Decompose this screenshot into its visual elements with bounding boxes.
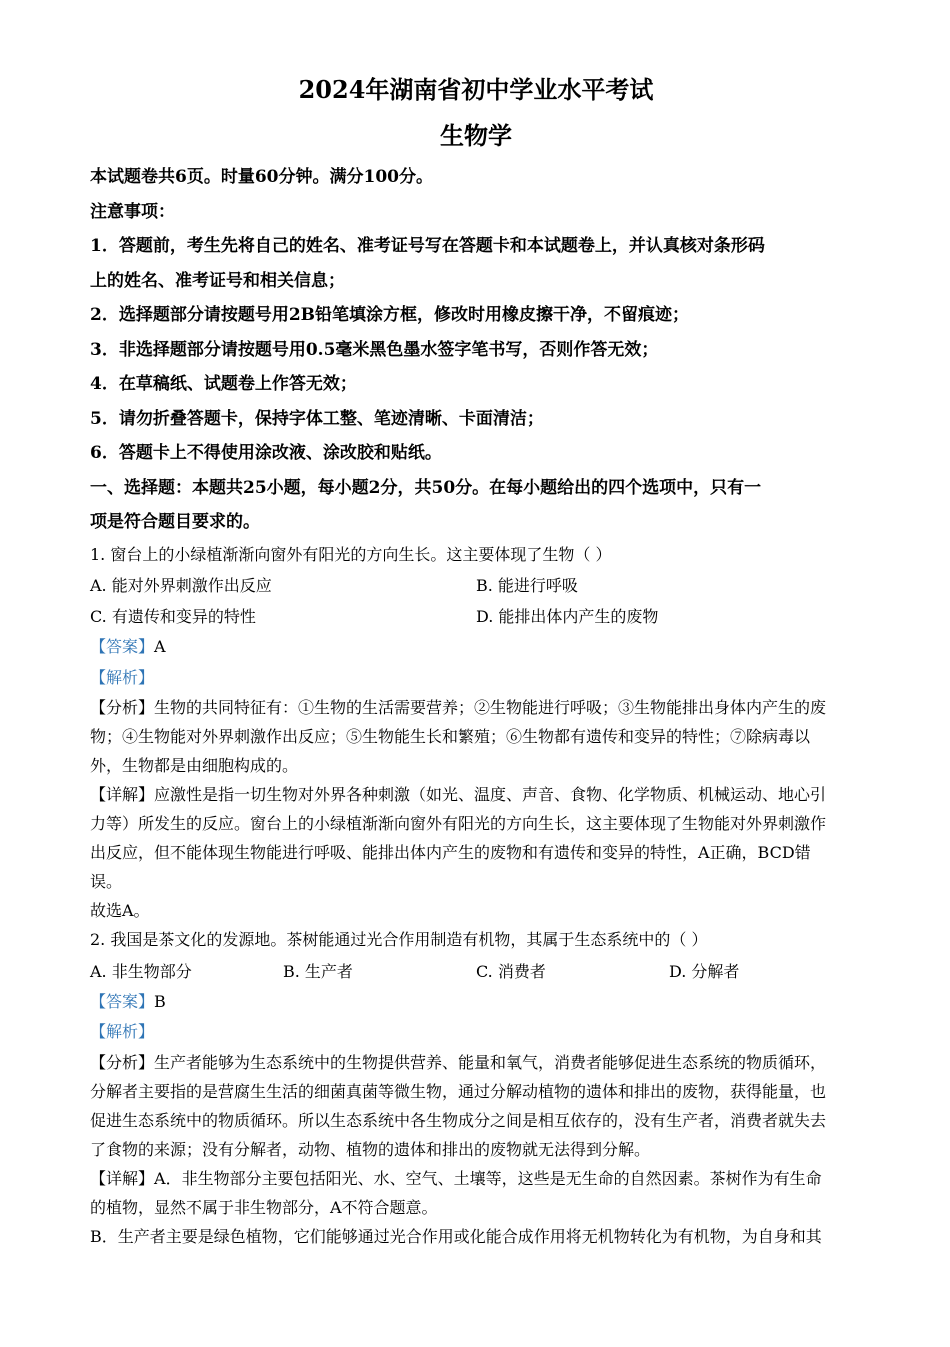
fenxi-line: 外，生物都是由细胞构成的。 (90, 756, 299, 775)
question-1-fenxi (90, 693, 862, 780)
xiangjie-line: 的植物，显然不属于非生物部分，A不符合题意。 (90, 1197, 438, 1217)
exam-title: 2024年湖南省初中学业水平考试 (298, 75, 654, 104)
question-2-fenxi (90, 1048, 862, 1164)
xiangjie-tag: 【详解】 (90, 1168, 155, 1188)
fenxi-line: 生产者能够为生态系统中的生物提供营养、能量和氧气，消费者能够促进生态系统的物质循环， (154, 1052, 827, 1072)
fenxi-tag: 【分析】 (90, 1052, 155, 1072)
notice-item: 上的姓名、准考证号和相关信息； (90, 270, 345, 291)
fenxi-line: 促进生态系统中的物质循环。所以生态系统中各生物成分之间是相互依存的，没有生产者，消费者就失去 (90, 1110, 827, 1130)
option-d: D. 分解者 (669, 961, 740, 981)
notice-item: 3．非选择题部分请按题号用0.5毫米黑色墨水签字笔书写，否则作答无效； (90, 339, 659, 360)
notice-item: 4．在草稿纸、试题卷上作答无效； (90, 374, 357, 394)
section-heading-cont: 项是符合题目要求的。 (90, 512, 260, 532)
answer-value: A (154, 637, 166, 656)
question-2-xiangjie (90, 1164, 862, 1251)
option-c: C. 有遗传和变异的特性 (90, 607, 256, 626)
option-b: B. 能进行呼吸 (476, 576, 578, 595)
xiangjie-line: A．非生物部分主要包括阳光、水、空气、土壤等，这些是无生命的自然因素。茶树作为有生命 (154, 1168, 822, 1188)
option-b: B. 生产者 (283, 961, 353, 981)
question-1-stem: 1. 窗台上的小绿植渐渐向窗外有阳光的方向生长。这主要体现了生物（ ） (90, 544, 612, 564)
xiangjie-line: 力等）所发生的反应。窗台上的小绿植渐渐向窗外有阳光的方向生长，这主要体现了生物能对外界刺激作 (90, 814, 827, 833)
xiangjie-line: 出反应，但不能体现生物能进行呼吸、能排出体内产生的废物和有遗传和变异的特性，A正确，BCD错 (90, 843, 811, 862)
option-d: D. 能排出体内产生的废物 (476, 607, 659, 626)
answer-tag: 【答案】 (90, 637, 155, 656)
notice-item: 2．选择题部分请按题号用2B铅笔填涂方框，修改时用橡皮擦干净，不留痕迹； (90, 305, 690, 325)
question-1-options-row2 (90, 601, 862, 632)
notice-item: 5．请勿折叠答题卡，保持字体工整、笔迹清晰、卡面清洁； (90, 408, 544, 429)
xiangjie-line: 误。 (90, 872, 123, 891)
answer-value: B (154, 991, 166, 1011)
question-1-answer (90, 632, 862, 663)
exam-info: 本试题卷共6页。时量60分钟。满分100分。 (90, 167, 433, 187)
fenxi-tag: 【分析】 (90, 698, 155, 717)
question-2-answer (90, 987, 862, 1018)
question-1-xiangjie (90, 780, 862, 896)
question-2-stem: 2. 我国是茶文化的发源地。茶树能通过光合作用制造有机物，其属于生态系统中的（ ） (90, 930, 708, 949)
question-2-options (90, 956, 862, 987)
fenxi-line: 了食物的来源；没有分解者，动物、植物的遗体和排出的废物就无法得到分解。 (90, 1139, 651, 1159)
option-a: A. 非生物部分 (90, 961, 192, 981)
question-1-conclusion: 故选A。 (90, 901, 150, 920)
notice-item: 6．答题卡上不得使用涂改液、涂改胶和贴纸。 (90, 443, 442, 463)
fenxi-line: 生物的共同特征有：①生物的生活需要营养；②生物能进行呼吸；③生物能排出身体内产生的废 (154, 698, 827, 717)
xiangjie-line: 应激性是指一切生物对外界各种刺激（如光、温度、声音、食物、化学物质、机械运动、地心引 (154, 785, 827, 804)
notice-title: 注意事项： (90, 201, 175, 222)
xiangjie-line: B．生产者主要是绿色植物，它们能够通过光合作用或化能合成作用将无机物转化为有机物，为自身和其 (90, 1226, 822, 1246)
notice-item: 1．答题前，考生先将自己的姓名、准考证号写在答题卡和本试题卷上，并认真核对条形码 (90, 236, 765, 256)
exam-page (90, 70, 862, 1251)
section-heading: 一、选择题：本题共25小题，每小题2分，共50分。在每小题给出的四个选项中，只有一 (90, 477, 762, 498)
analysis-tag: 【解析】 (90, 667, 155, 687)
answer-tag: 【答案】 (90, 991, 155, 1011)
xiangjie-tag: 【详解】 (90, 785, 155, 804)
analysis-tag: 【解析】 (90, 1022, 155, 1041)
option-a: A. 能对外界刺激作出反应 (90, 576, 272, 595)
question-1-options-row1 (90, 570, 862, 601)
option-c: C. 消费者 (476, 961, 546, 981)
fenxi-line: 物；④生物能对外界刺激作出反应；⑤生物能生长和繁殖；⑥生物都有遗传和变异的特性；⑦除病毒以 (90, 727, 811, 746)
subject-title: 生物学 (440, 121, 512, 150)
fenxi-line: 分解者主要指的是营腐生生活的细菌真菌等微生物，通过分解动植物的遗体和排出的废物，获得能量，也 (90, 1081, 827, 1101)
